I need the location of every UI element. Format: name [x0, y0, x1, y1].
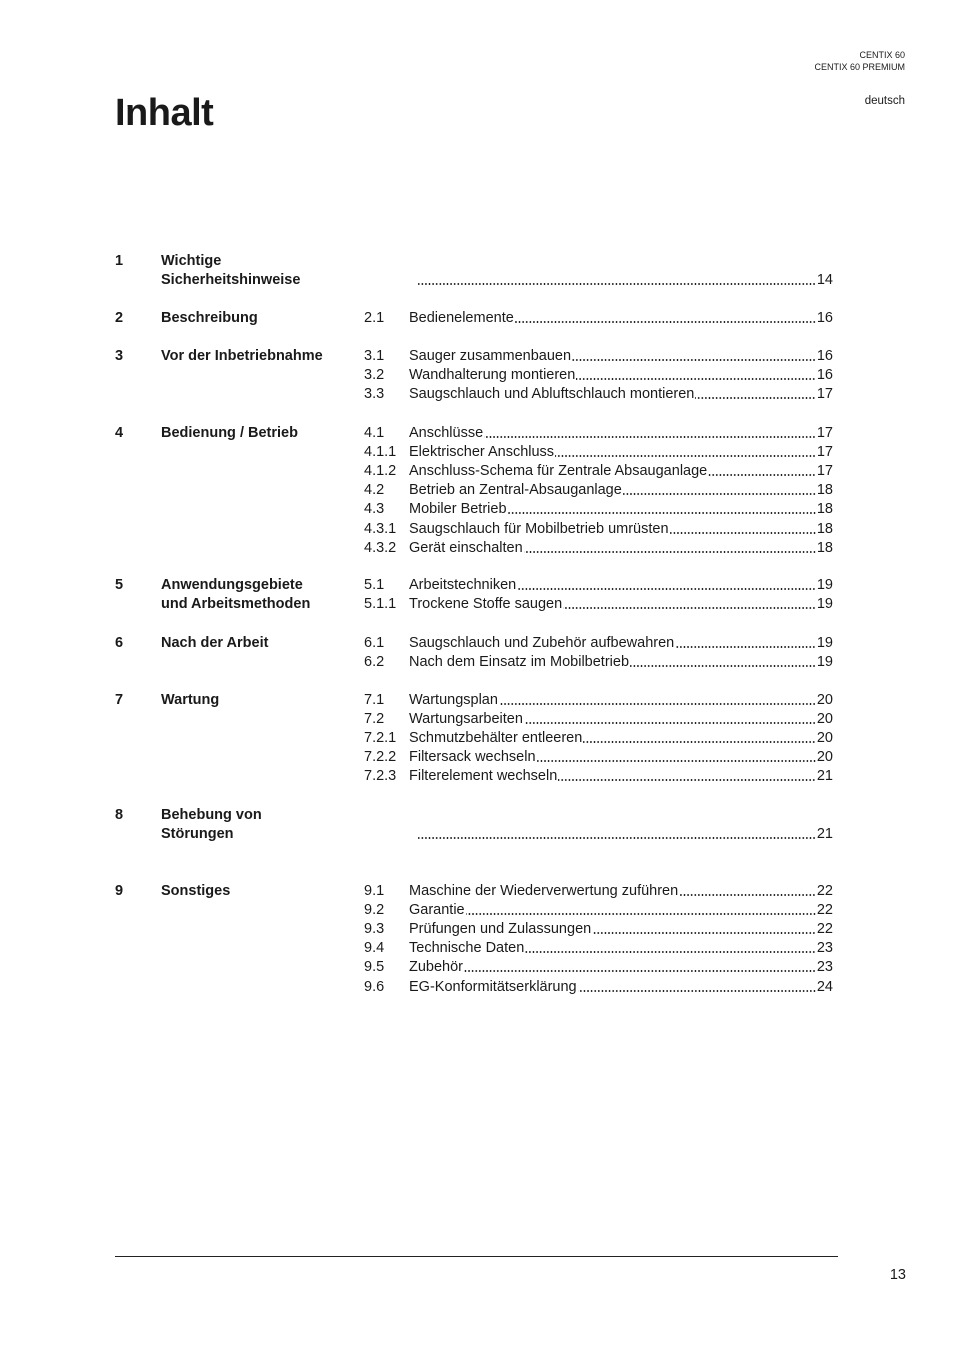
page-reference: 16 — [816, 310, 833, 326]
toc-entry[interactable] — [409, 424, 833, 443]
page-reference: 22 — [816, 921, 833, 938]
toc-entry[interactable] — [409, 767, 833, 786]
dot-leader — [418, 836, 816, 840]
chapter-number: 9 — [115, 883, 124, 899]
section-title: Sauger zusammenbauen — [409, 348, 572, 364]
section-title: Trockene Stoffe saugen — [409, 596, 563, 613]
page-reference: 19 — [816, 654, 833, 671]
page-reference: 20 — [816, 711, 833, 728]
section-title: Saugschlauch und Zubehör aufbewahren — [409, 635, 675, 651]
dot-leader — [578, 989, 816, 993]
dot-leader — [464, 969, 816, 973]
chapter-number: 2 — [115, 310, 124, 326]
section-number: 6.1 — [364, 635, 385, 651]
toc-entry[interactable] — [409, 520, 833, 539]
page-reference: 17 — [816, 386, 833, 403]
page-reference: 17 — [816, 463, 833, 480]
section-title: Arbeitstechniken — [409, 577, 517, 593]
page-reference: 20 — [816, 692, 833, 708]
section-number: 3.1 — [364, 348, 385, 364]
chapter-title: Sonstiges — [161, 883, 231, 899]
section-title: Nach dem Einsatz im Mobilbetrieb — [409, 654, 630, 671]
page-reference: 19 — [816, 596, 833, 613]
page-reference: 19 — [816, 635, 833, 651]
chapter-title: Bedienung / Betrieb — [161, 425, 298, 441]
dot-leader — [466, 912, 816, 916]
section-number: 4.1.2 — [364, 463, 397, 480]
page-reference: 19 — [816, 577, 833, 593]
page-reference: 22 — [816, 883, 833, 899]
section-number: 7.2 — [364, 711, 385, 728]
section-number: 7.1 — [364, 692, 385, 708]
toc-entry[interactable] — [409, 443, 833, 462]
section-number: 9.6 — [364, 978, 385, 995]
toc-entry[interactable] — [409, 634, 833, 653]
section-title: Zubehör — [409, 959, 464, 976]
header-model-line-2: CENTIX 60 PREMIUM — [814, 62, 905, 72]
dot-leader — [695, 396, 816, 400]
dot-leader — [499, 702, 816, 706]
chapter-number: 3 — [115, 348, 124, 364]
section-number: 4.3.2 — [364, 539, 397, 556]
toc-entry[interactable] — [409, 309, 833, 328]
footer-rule — [115, 1256, 838, 1257]
page-title: Inhalt — [115, 92, 214, 134]
toc-entry[interactable] — [409, 882, 833, 901]
dot-leader — [524, 550, 816, 554]
chapter-number: 6 — [115, 635, 124, 651]
dot-leader — [630, 664, 816, 668]
dot-leader — [484, 435, 816, 439]
page-reference: 16 — [816, 348, 833, 364]
toc-entry[interactable] — [409, 595, 833, 614]
dot-leader — [670, 531, 816, 535]
dot-leader — [517, 587, 816, 591]
dot-leader — [558, 778, 816, 782]
dot-leader — [592, 931, 816, 935]
chapter-number: 8 — [115, 807, 124, 823]
section-number: 4.2 — [364, 482, 385, 499]
section-title: Filtersack wechseln — [409, 749, 536, 766]
toc-entry[interactable] — [409, 920, 833, 939]
section-number: 9.3 — [364, 921, 385, 938]
section-number: 9.4 — [364, 940, 385, 957]
toc-entry[interactable] — [417, 271, 833, 290]
toc-entry[interactable] — [409, 500, 833, 519]
toc-entry[interactable] — [409, 462, 833, 481]
toc-entry[interactable] — [409, 958, 833, 977]
page-reference: 23 — [816, 959, 833, 976]
page-reference: 17 — [816, 425, 833, 441]
section-title: Gerät einschalten — [409, 539, 523, 556]
section-title: Anschlüsse — [409, 425, 484, 441]
dot-leader — [555, 454, 816, 458]
dot-leader — [708, 473, 816, 477]
section-number: 7.2.2 — [364, 749, 397, 766]
section-title: Prüfungen und Zulassungen — [409, 921, 592, 938]
dot-leader — [537, 759, 816, 763]
section-number: 4.1 — [364, 425, 385, 441]
toc-entry[interactable] — [409, 729, 833, 748]
page-reference: 16 — [816, 367, 833, 384]
section-number: 9.1 — [364, 883, 385, 899]
section-number: 4.3.1 — [364, 520, 397, 537]
toc-entry[interactable] — [409, 576, 833, 595]
page-reference: 22 — [816, 902, 833, 919]
dot-leader — [524, 721, 816, 725]
page-reference: 23 — [816, 940, 833, 957]
section-title: Elektrischer Anschluss — [409, 444, 555, 461]
chapter-title: Störungen — [161, 826, 234, 843]
page-reference: 24 — [816, 978, 833, 995]
page-reference: 14 — [816, 272, 833, 289]
section-number: 2.1 — [364, 310, 385, 326]
section-number: 9.2 — [364, 902, 385, 919]
toc-entry[interactable] — [409, 481, 833, 500]
section-number: 5.1.1 — [364, 596, 397, 613]
section-title: Bedienelemente — [409, 310, 514, 326]
section-title: EG-Konformitätserklärung — [409, 978, 577, 995]
page-reference: 18 — [816, 520, 833, 537]
dot-leader — [583, 740, 816, 744]
section-number: 9.5 — [364, 959, 385, 976]
header-language: deutsch — [864, 95, 905, 107]
toc-entry[interactable] — [409, 901, 833, 920]
page-reference: 18 — [816, 482, 833, 499]
section-title: Garantie — [409, 902, 465, 919]
page-reference: 17 — [816, 444, 833, 461]
section-number: 7.2.1 — [364, 730, 397, 747]
toc-entry[interactable] — [409, 748, 833, 767]
section-title: Wartungsarbeiten — [409, 711, 523, 728]
section-title: Saugschlauch und Abluftschlauch montieren — [409, 386, 695, 403]
dot-leader — [515, 320, 816, 324]
page-reference: 21 — [816, 826, 833, 843]
section-number: 3.2 — [364, 367, 385, 384]
section-number: 4.3 — [364, 501, 385, 518]
toc-entry[interactable] — [409, 978, 833, 997]
dot-leader — [508, 511, 816, 515]
section-number: 4.1.1 — [364, 444, 397, 461]
toc-entry[interactable] — [409, 710, 833, 729]
toc-entry[interactable] — [409, 366, 833, 385]
chapter-title: Wartung — [161, 692, 220, 708]
section-number: 3.3 — [364, 386, 385, 403]
chapter-number: 5 — [115, 577, 124, 593]
section-title: Mobiler Betrieb — [409, 501, 507, 518]
section-title: Technische Daten — [409, 940, 525, 957]
section-title: Betrieb an Zentral-Absauganlage — [409, 482, 622, 499]
dot-leader — [576, 377, 816, 381]
page-reference: 21 — [816, 768, 833, 785]
toc-entry[interactable] — [417, 825, 833, 844]
section-number: 6.2 — [364, 654, 385, 671]
section-title: Wartungsplan — [409, 692, 498, 708]
toc-entry[interactable] — [409, 385, 833, 404]
section-number: 7.2.3 — [364, 768, 397, 785]
chapter-number: 4 — [115, 425, 124, 441]
page-number: 13 — [889, 1267, 906, 1283]
header-model-line-1: CENTIX 60 — [859, 50, 905, 60]
toc-entry[interactable] — [409, 539, 833, 558]
chapter-title: und Arbeitsmethoden — [161, 596, 311, 613]
chapter-title: Sicherheitshinweise — [161, 272, 301, 289]
dot-leader — [525, 950, 816, 954]
chapter-title: Vor der Inbetriebnahme — [161, 348, 323, 364]
page-reference: 20 — [816, 749, 833, 766]
chapter-title: Anwendungsgebiete — [161, 577, 303, 593]
chapter-title: Nach der Arbeit — [161, 635, 269, 651]
section-title: Wandhalterung montieren — [409, 367, 576, 384]
chapter-number: 1 — [115, 253, 124, 269]
dot-leader — [679, 893, 816, 897]
dot-leader — [563, 606, 816, 610]
toc-entry[interactable] — [409, 691, 833, 710]
page-reference: 18 — [816, 539, 833, 556]
section-title: Filterelement wechseln — [409, 768, 558, 785]
dot-leader — [418, 282, 816, 286]
toc-entry[interactable] — [409, 347, 833, 366]
page-reference: 20 — [816, 730, 833, 747]
dot-leader — [572, 358, 816, 362]
dot-leader — [623, 492, 816, 496]
section-number: 5.1 — [364, 577, 385, 593]
chapter-number: 7 — [115, 692, 124, 708]
page-reference: 18 — [816, 501, 833, 518]
chapter-title: Wichtige — [161, 253, 222, 269]
chapter-title: Behebung von — [161, 807, 262, 823]
section-title: Maschine der Wiederverwertung zuführen — [409, 883, 679, 899]
section-title: Anschluss-Schema für Zentrale Absauganlage — [409, 463, 708, 480]
chapter-title: Beschreibung — [161, 310, 258, 326]
dot-leader — [675, 645, 816, 649]
toc-entry[interactable] — [409, 939, 833, 958]
toc-entry[interactable] — [409, 653, 833, 672]
section-title: Saugschlauch für Mobilbetrieb umrüsten — [409, 520, 669, 537]
section-title: Schmutzbehälter entleeren — [409, 730, 583, 747]
